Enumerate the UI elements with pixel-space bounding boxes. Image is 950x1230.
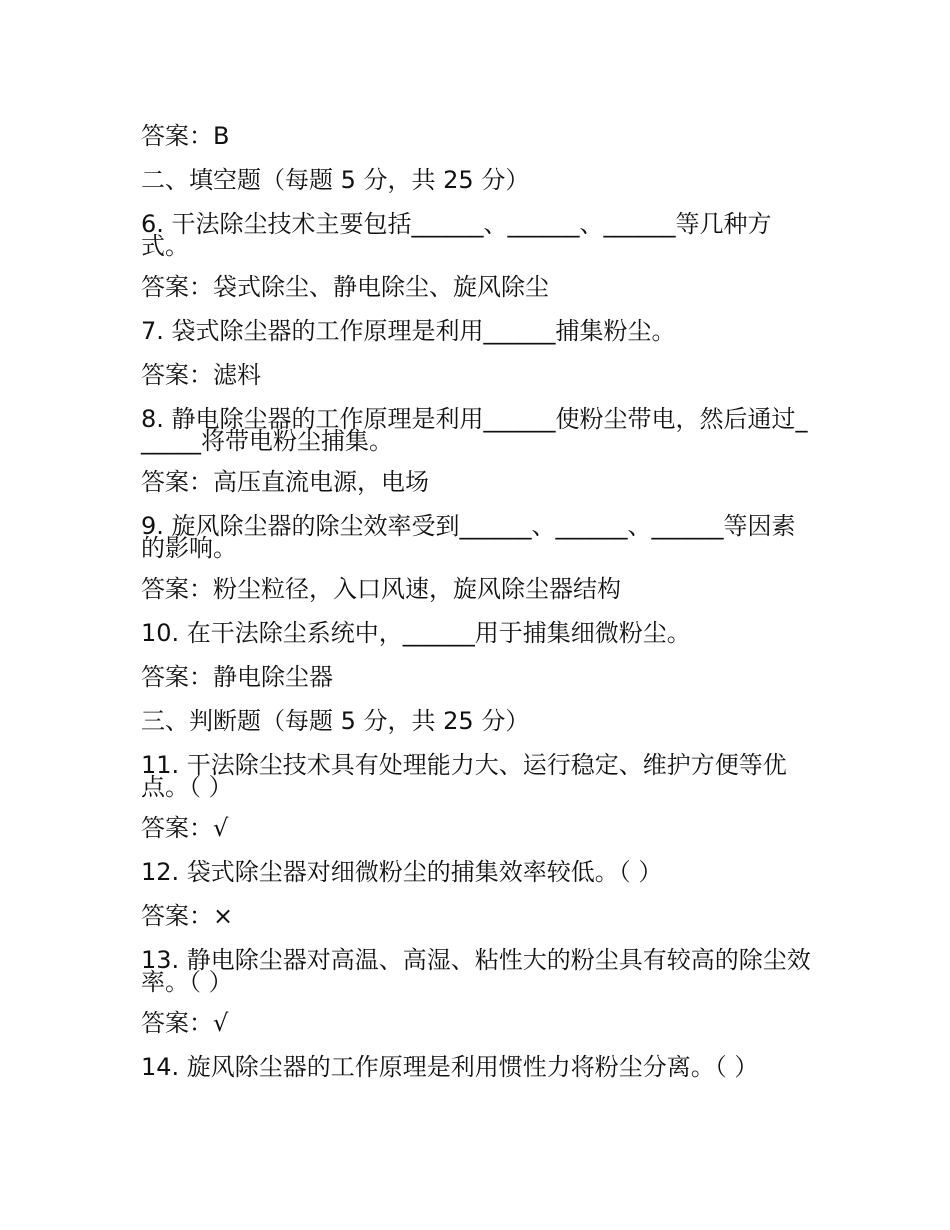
answer-13: 答案：√ <box>141 1009 229 1037</box>
section-heading-fill-in: 二、填空题（每题 5 分，共 25 分） <box>141 166 530 194</box>
question-6: 6. 干法除尘技术主要包括______、______、______等几种方式。 <box>141 210 772 260</box>
question-9: 9. 旋风除尘器的除尘效率受到______、______、______等因素的影响。 <box>141 512 796 562</box>
answer-9: 答案：粉尘粒径，入口风速，旋风除尘器结构 <box>141 575 621 603</box>
question-13: 13. 静电除尘器对高温、高湿、粘性大的粉尘具有较高的除尘效率。（ ） <box>141 946 811 996</box>
question-7: 7. 袋式除尘器的工作原理是利用______捕集粉尘。 <box>141 317 676 345</box>
answer-5: 答案：B <box>141 122 230 150</box>
answer-11: 答案：√ <box>141 814 229 842</box>
question-11: 11. 干法除尘技术具有处理能力大、运行稳定、维护方便等优点。（ ） <box>141 751 787 801</box>
document-content <box>141 122 816 1100</box>
answer-12: 答案：× <box>141 902 234 930</box>
question-8: 8. 静电除尘器的工作原理是利用______使粉尘带电，然后通过______将带电粉尘捕集。 <box>141 405 808 455</box>
question-14: 14. 旋风除尘器的工作原理是利用惯性力将粉尘分离。（ ） <box>141 1053 759 1081</box>
answer-8: 答案：高压直流电源，电场 <box>141 468 429 496</box>
question-12: 12. 袋式除尘器对细微粉尘的捕集效率较低。（ ） <box>141 858 663 886</box>
section-heading-true-false: 三、判断题（每题 5 分，共 25 分） <box>141 707 530 735</box>
answer-6: 答案：袋式除尘、静电除尘、旋风除尘 <box>141 273 549 301</box>
question-10: 10. 在干法除尘系统中，______用于捕集细微粉尘。 <box>141 619 691 647</box>
answer-10: 答案：静电除尘器 <box>141 663 333 691</box>
answer-7: 答案：滤料 <box>141 361 261 389</box>
